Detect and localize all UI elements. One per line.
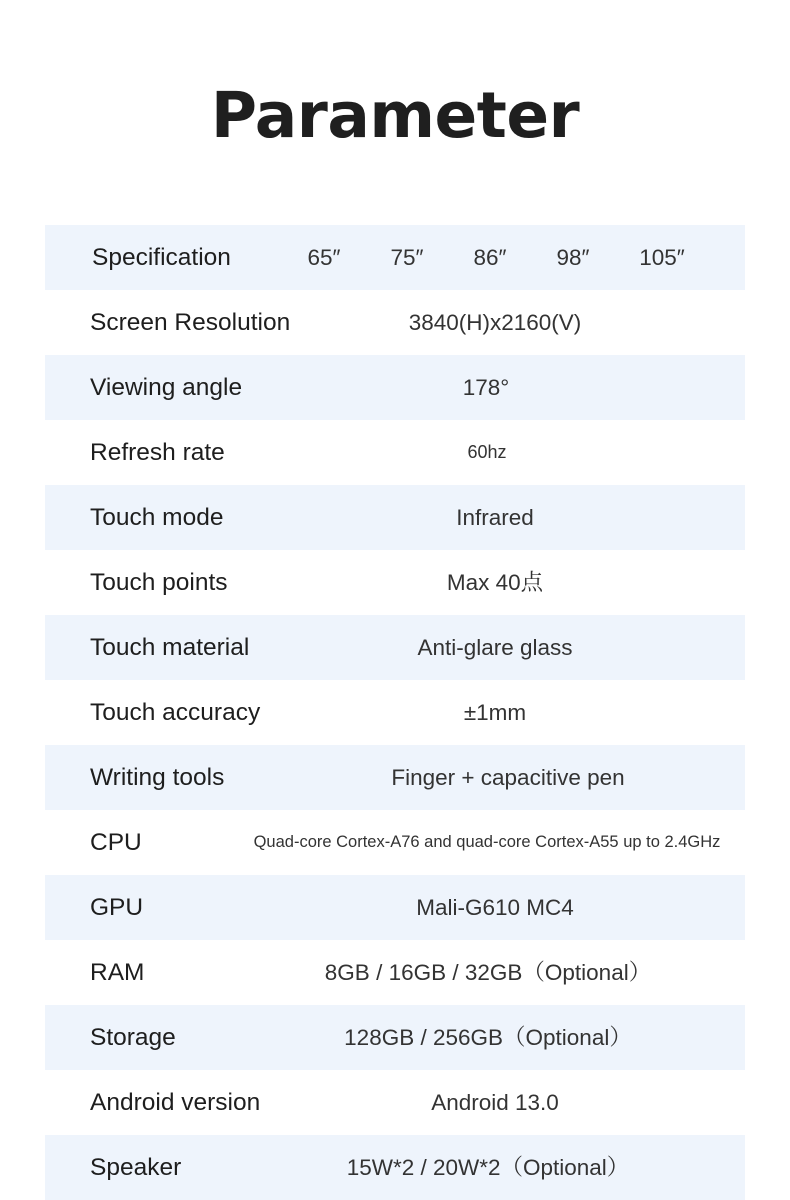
- row-label: Storage: [90, 1024, 176, 1051]
- row-value: 8GB / 16GB / 32GB（Optional）: [324, 960, 652, 985]
- table-row-storage: [45, 1005, 745, 1070]
- row-label: Writing tools: [90, 764, 225, 791]
- row-label: Touch mode: [90, 504, 224, 531]
- row-value: Quad-core Cortex-A76 and quad-core Cortex-A55 up to 2.4GHz: [253, 833, 721, 851]
- spec-table: [45, 225, 745, 1200]
- row-label: Android version: [90, 1089, 261, 1116]
- header-label: Specification: [92, 244, 231, 271]
- row-label: Touch points: [90, 569, 228, 596]
- row-label: CPU: [90, 829, 142, 856]
- row-value: 128GB / 256GB（Optional）: [344, 1025, 632, 1050]
- table-row-speaker: [45, 1135, 745, 1200]
- row-value: Mali-G610 MC4: [416, 895, 574, 920]
- row-value: 178°: [462, 375, 510, 400]
- size-75: 75″: [390, 245, 424, 270]
- row-value: 3840(H)x2160(V): [408, 310, 582, 335]
- table-row-ram: [45, 940, 745, 1005]
- table-row-cpu: [45, 810, 745, 875]
- table-row-writing-tools: [45, 745, 745, 810]
- row-value: Max 40点: [446, 570, 544, 595]
- size-98: 98″: [556, 245, 590, 270]
- table-row-touch-accuracy: [45, 680, 745, 745]
- table-row-refresh-rate: [45, 420, 745, 485]
- table-row-touch-material: [45, 615, 745, 680]
- size-86: 86″: [473, 245, 507, 270]
- table-row-gpu: [45, 875, 745, 940]
- table-header-row: [45, 225, 745, 290]
- row-label: RAM: [90, 959, 145, 986]
- row-label: Viewing angle: [90, 374, 243, 401]
- table-row-touch-mode: [45, 485, 745, 550]
- row-label: Speaker: [90, 1154, 182, 1181]
- row-value: 60hz: [467, 442, 507, 462]
- row-label: Touch material: [90, 634, 250, 661]
- page-title: Parameter: [210, 79, 580, 152]
- table-row-touch-points: [45, 550, 745, 615]
- row-value: ±1mm: [463, 700, 527, 725]
- row-value: Finger + capacitive pen: [391, 765, 625, 790]
- row-label: GPU: [90, 894, 144, 921]
- row-value: Infrared: [456, 505, 534, 530]
- row-value: Anti-glare glass: [417, 635, 573, 660]
- row-label: Refresh rate: [90, 439, 225, 466]
- size-65: 65″: [307, 245, 341, 270]
- table-row-viewing-angle: [45, 355, 745, 420]
- row-label: Screen Resolution: [90, 309, 291, 336]
- table-row-android-version: [45, 1070, 745, 1135]
- row-label: Touch accuracy: [90, 699, 261, 726]
- row-value: Android 13.0: [431, 1090, 559, 1115]
- row-value: 15W*2 / 20W*2（Optional）: [346, 1155, 630, 1180]
- size-105: 105″: [639, 245, 685, 270]
- table-row-screen-resolution: [45, 290, 745, 355]
